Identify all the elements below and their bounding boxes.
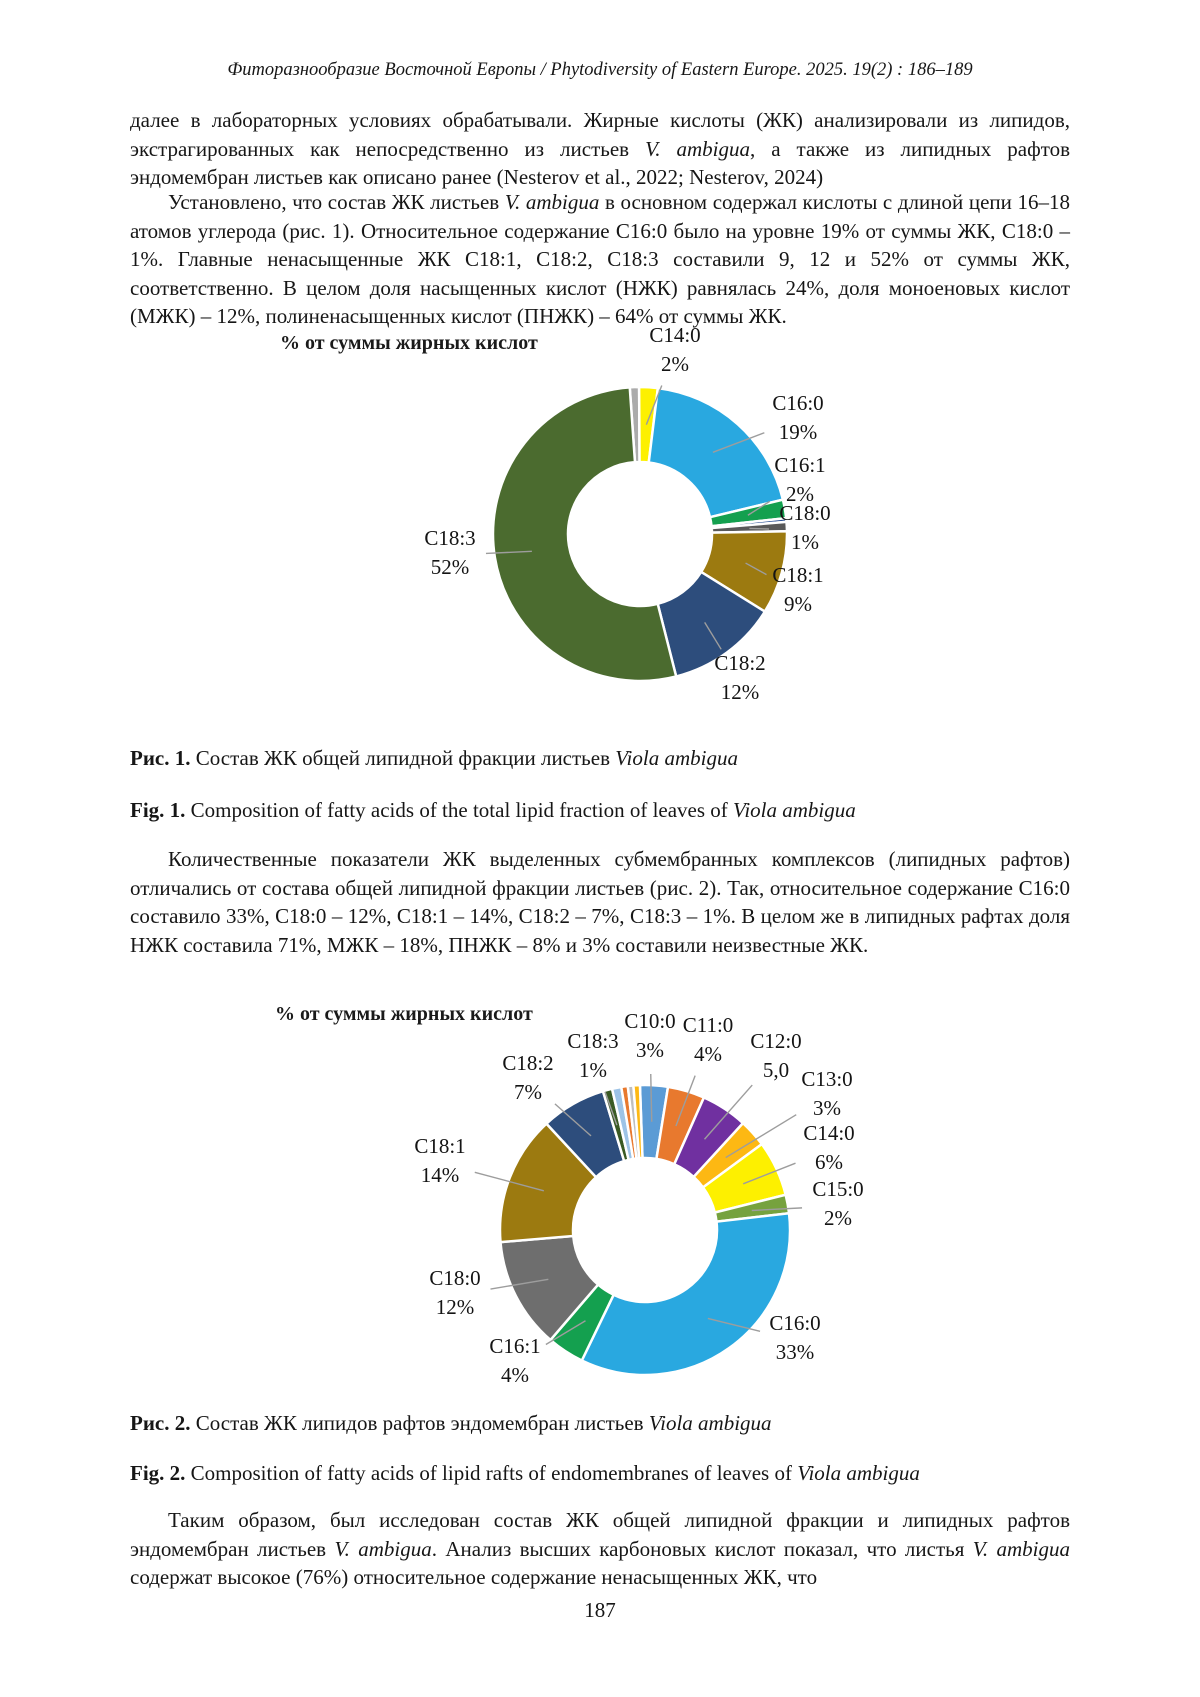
- journal-running-head: Фиторазнообразие Восточной Европы / Phytodiversity of Eastern Europe. 2025. 19(2) : 186–189: [227, 60, 973, 80]
- text-run: Viola ambigua: [733, 798, 856, 822]
- slice-label-C18:2: C18:2 7%: [502, 1051, 554, 1104]
- text-run: Количественные показатели ЖК выделенных субмембранных комплексов (липидных рафтов) отличались от состава общей липидной фракции листьев (рис. 2). Так, относительное содержание C16:0 составило 33%, C18:0 – 12%, C18:1 – 14%, C18:2 – 7%, C18:3 – 1%. В целом же в липидных рафтах доля НЖК составила 71%, МЖК – 18%, ПНЖК – 8% и 3% составили неизвестные ЖК.: [130, 847, 1070, 957]
- figure-2-caption-en: [130, 1460, 1070, 1486]
- text-run: Рис. 2.: [130, 1411, 191, 1435]
- slice-label-C16:0: C16:0 19%: [772, 391, 824, 444]
- slice-label-C18:0: C18:0 1%: [779, 501, 831, 554]
- text-run: V. ambigua: [645, 136, 750, 161]
- label-leader-line: [651, 1074, 652, 1122]
- text-run: в основном содержал кислоты с длиной цепи 16–18 атомов углерода (рис. 1). Относительное содержание C16:0 было на уровне 19% от суммы ЖК, C18:0 – 1%. Главные ненасыщенные ЖК C18:1, C18:2, C18:3 составили 9, 12 и 52% от суммы ЖК, соответственно. В целом доля насыщенных кислот (НЖК) равнялась 24%, доля моноеновых кислот (МЖК) – 12%, полиненасыщенных кислот (ПНЖК) – 64% от суммы ЖК.: [130, 190, 1070, 328]
- slice-label-C18:3: C18:3 1%: [567, 1029, 619, 1082]
- text-run: Fig. 1.: [130, 798, 186, 822]
- text-run: Рис. 1.: [130, 746, 191, 770]
- text-run: Viola ambigua: [648, 1411, 772, 1435]
- text-run: далее в лабораторных условиях обрабатывали. Жирные кислоты (ЖК) анализировали из липидов, экстрагированных как непосредственно из листьев: [130, 108, 1070, 161]
- text-run: V. ambigua: [504, 190, 600, 214]
- slice-label-C12:0: C12:0 5,0: [750, 1029, 802, 1082]
- slice-label-C15:0: C15:0 2%: [812, 1177, 864, 1230]
- donut-chart-fatty-acids-lipid-rafts: [130, 998, 1070, 1403]
- text-run: . Анализ высших карбоновых кислот показал, что листья: [431, 1536, 973, 1561]
- figure-2-caption-ru: [130, 1410, 1070, 1436]
- figure-1: [130, 310, 1070, 715]
- pie-slice-C16:0: [649, 388, 783, 517]
- text-run: Состав ЖК общей липидной фракции листьев: [190, 746, 616, 770]
- slice-label-C18:0: C18:0 12%: [429, 1266, 481, 1319]
- text-run: Composition of fatty acids of the total lipid fraction of leaves of: [185, 798, 734, 822]
- chart-2-title: % от суммы жирных кислот: [275, 1003, 533, 1025]
- slice-label-C10:0: C10:0 3%: [624, 1009, 676, 1062]
- text-run: V. ambigua: [972, 1536, 1071, 1561]
- paragraph-3: [130, 845, 1070, 959]
- text-run: Viola ambigua: [615, 746, 738, 770]
- text-run: содержат высокое (76%) относительное содержание ненасыщенных ЖК, что: [130, 1565, 818, 1589]
- text-run: Composition of fatty acids of lipid rafts of endomembranes of leaves of: [185, 1461, 798, 1485]
- text-run: Viola ambigua: [797, 1461, 920, 1485]
- donut-chart-fatty-acids-total-lipids: [130, 310, 1070, 715]
- slice-label-C16:1: C16:1 4%: [489, 1334, 541, 1387]
- slice-label-C18:1: C18:1 14%: [414, 1134, 466, 1187]
- text-run: Установлено, что состав ЖК листьев: [168, 190, 505, 214]
- text-run: , а также из липидных рафтов эндомембран листьев как описано ранее (Nesterov et al., 2022; Nesterov, 2024): [130, 136, 1071, 189]
- slice-label-C13:0: C13:0 3%: [801, 1067, 853, 1120]
- slice-label-C18:2: C18:2 12%: [714, 651, 766, 704]
- text-run: Таким образом, был исследован состав ЖК общей липидной фракции и липидных рафтов эндомембран листьев: [130, 1508, 1070, 1561]
- slice-label-C14:0: C14:0 2%: [649, 323, 701, 376]
- slice-label-C16:1: C16:1 2%: [774, 453, 826, 506]
- figure-2: [130, 998, 1070, 1403]
- slice-label-C14:0: C14:0 6%: [803, 1121, 855, 1174]
- slice-label-C11:0: C11:0 4%: [682, 1013, 734, 1066]
- paragraph-4: [130, 1506, 1070, 1592]
- text-run: Состав ЖК липидов рафтов эндомембран листьев: [190, 1411, 649, 1435]
- label-leader-line: [749, 528, 769, 529]
- chart-1-title: % от суммы жирных кислот: [280, 332, 538, 354]
- slice-label-C18:3: C18:3 52%: [424, 526, 476, 579]
- paragraph-1: [130, 106, 1070, 192]
- slice-label-C16:0: C16:0 33%: [769, 1311, 821, 1364]
- figure-1-caption-en: [130, 797, 1070, 823]
- figure-1-caption-ru: [130, 745, 1070, 771]
- slice-label-C18:1: C18:1 9%: [772, 563, 824, 616]
- page-number: 187: [584, 1598, 616, 1622]
- text-run: V. ambigua: [334, 1536, 432, 1561]
- text-run: Fig. 2.: [130, 1461, 186, 1485]
